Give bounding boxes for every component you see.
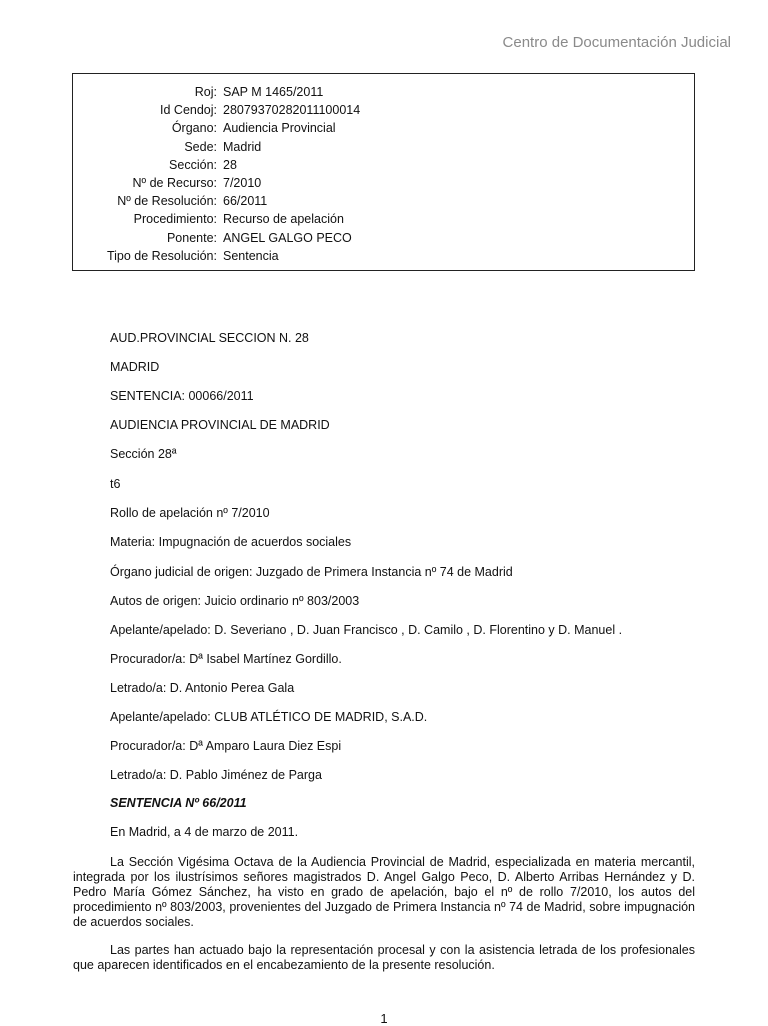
- metadata-row-id-cendoj: [73, 101, 360, 119]
- page-number: 1: [380, 1011, 388, 1026]
- metadata-label: Ponente:: [166, 230, 217, 245]
- origin-court-line: Órgano judicial de origen: Juzgado de Primera Instancia nº 74 de Madrid: [110, 565, 513, 579]
- lawyer-line: Letrado/a: D. Pablo Jiménez de Parga: [110, 768, 322, 782]
- metadata-label: Sección:: [169, 157, 217, 172]
- metadata-row-organo: [73, 119, 360, 137]
- metadata-value: 66/2011: [223, 194, 268, 209]
- metadata-row-sede: [73, 138, 360, 156]
- court-name-line: AUDIENCIA PROVINCIAL DE MADRID: [110, 418, 330, 432]
- metadata-label: Sede:: [184, 139, 217, 154]
- metadata-value: 7/2010: [223, 176, 262, 191]
- sentence-number-line: SENTENCIA: 00066/2011: [110, 389, 254, 403]
- body-paragraph: Las partes han actuado bajo la representación procesal y con la asistencia letrada de los profesionales que aparecen identificados en el encabezamiento de la presente resolución.: [73, 943, 695, 972]
- metadata-label: Nº de Recurso:: [132, 176, 217, 191]
- subject-line: Materia: Impugnación de acuerdos sociales: [110, 535, 352, 549]
- body-paragraph: La Sección Vigésima Octava de la Audiencia Provincial de Madrid, especializada en materia mercantil, integrada por los ilustrísimos señores magistrados D. Angel Galgo Peco, D. Alberto Arribas Hernández y D. Pedro María Gómez Sánchez, ha visto en grado de apelación, bajo el nº de rollo 7/2010, los autos del procedimiento nº 803/2003, provenientes del Juzgado de Primera Instancia nº 74 de Madrid, sobre impugnación de acuerdos sociales.: [73, 855, 695, 929]
- metadata-row-seccion: [73, 156, 360, 174]
- metadata-row-procedimiento: [73, 210, 360, 228]
- sentence-heading: SENTENCIA Nº 66/2011: [110, 796, 247, 810]
- reference-code-line: t6: [110, 477, 121, 491]
- metadata-row-ponente: [73, 229, 360, 247]
- appellant-line: Apelante/apelado: CLUB ATLÉTICO DE MADRID, S.A.D.: [110, 710, 428, 724]
- procurator-line: Procurador/a: Dª Isabel Martínez Gordillo.: [110, 652, 342, 666]
- metadata-label: Procedimiento:: [133, 212, 217, 227]
- city-line: MADRID: [110, 360, 160, 374]
- metadata-label: Id Cendoj:: [160, 103, 217, 118]
- metadata-row-roj: [73, 83, 360, 101]
- metadata-value: Sentencia: [223, 248, 279, 263]
- metadata-value: 28079370282011100014: [223, 103, 361, 118]
- metadata-box: [72, 73, 695, 271]
- metadata-table: [73, 83, 360, 265]
- metadata-row-resolucion: [73, 192, 360, 210]
- origin-case-line: Autos de origen: Juicio ordinario nº 803/2003: [110, 594, 360, 608]
- metadata-value: ANGEL GALGO PECO: [223, 230, 352, 245]
- court-section-line: AUD.PROVINCIAL SECCION N. 28: [110, 331, 309, 345]
- appeal-roll-line: Rollo de apelación nº 7/2010: [110, 506, 270, 520]
- appellant-line: Apelante/apelado: D. Severiano , D. Juan Francisco , D. Camilo , D. Florentino y D. Manuel .: [110, 623, 623, 637]
- metadata-value: Madrid: [223, 139, 262, 154]
- metadata-label: Nº de Resolución:: [117, 194, 217, 209]
- date-line: En Madrid, a 4 de marzo de 2011.: [110, 825, 299, 839]
- metadata-value: Audiencia Provincial: [223, 121, 336, 136]
- metadata-row-tipo-resolucion: [73, 247, 360, 265]
- lawyer-line: Letrado/a: D. Antonio Perea Gala: [110, 681, 295, 695]
- section-line: Sección 28ª: [110, 447, 177, 461]
- metadata-label: Roj:: [194, 85, 217, 99]
- header-brand: Centro de Documentación Judicial: [502, 34, 731, 51]
- metadata-value: 28: [223, 157, 237, 172]
- metadata-row-recurso: [73, 174, 360, 192]
- procurator-line: Procurador/a: Dª Amparo Laura Diez Espi: [110, 739, 342, 753]
- metadata-value: SAP M 1465/2011: [223, 85, 324, 99]
- metadata-value: Recurso de apelación: [223, 212, 344, 227]
- metadata-label: Tipo de Resolución:: [106, 248, 217, 263]
- metadata-label: Órgano:: [171, 121, 217, 136]
